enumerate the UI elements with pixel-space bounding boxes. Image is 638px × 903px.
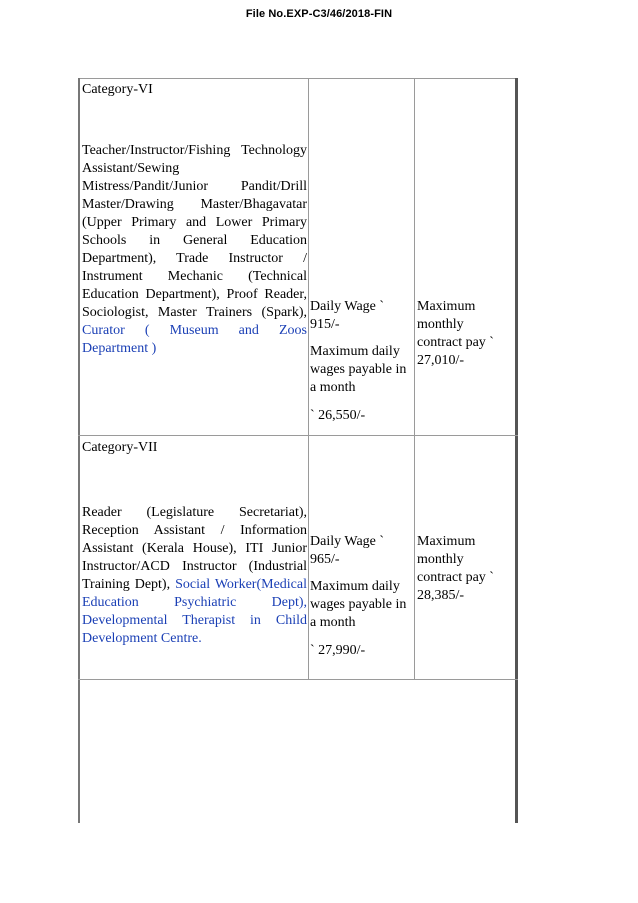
category-label: Category-VI	[82, 82, 153, 97]
contract-pay-cell	[417, 533, 511, 605]
max-contract-pay: Maximum monthly contract pay ` 27,010/-	[417, 299, 494, 368]
column-separator-2	[414, 78, 415, 680]
daily-wage-cell	[310, 533, 412, 660]
column-separator-1	[308, 78, 309, 680]
daily-wage: Daily Wage ` 965/-	[310, 534, 385, 567]
post-list	[82, 142, 307, 358]
max-daily-wage-label: Maximum daily wages payable in a month	[310, 579, 407, 630]
daily-wage: Daily Wage ` 915/-	[310, 299, 385, 332]
file-number-header: File No.EXP-C3/46/2018-FIN	[245, 8, 393, 20]
daily-wage-cell	[310, 298, 412, 425]
wage-table	[78, 78, 518, 823]
post-list-highlight: Curator ( Museum and Zoos Department )	[82, 323, 307, 356]
table-left-border	[78, 78, 80, 823]
row-separator-2	[78, 679, 518, 680]
max-daily-wage-value: ` 27,990/-	[310, 643, 366, 658]
max-contract-pay: Maximum monthly contract pay ` 28,385/-	[417, 534, 494, 603]
post-list-text: Teacher/Instructor/Fishing Technology Assistant/Sewing Mistress/Pandit/Junior Pandit/Drill Master/Drawing Master/Bhagavatar (Upper Primary and Lower Primary Schools in General Education Department), Trade Instructor / Instrument Mechanic (Technical Education Department), Proof Reader, Sociologist, Master Trainers (Spark),	[82, 143, 307, 320]
table-right-border	[515, 78, 518, 823]
post-list-text: Reader (Legislature Secretariat), Reception Assistant / Information Assistant (Kerala House), ITI Junior Instructor/ACD Instructor (Industrial Training Dept),	[82, 505, 307, 592]
post-list-highlight: Social Worker(Medical Education Psychiatric Dept), Developmental Therapist in Child Development Centre.	[82, 577, 307, 646]
max-daily-wage-value: ` 26,550/-	[310, 408, 366, 423]
post-list	[82, 504, 307, 648]
category-label: Category-VII	[82, 440, 158, 455]
max-daily-wage-label: Maximum daily wages payable in a month	[310, 344, 407, 395]
contract-pay-cell	[417, 298, 511, 370]
row-separator-1	[78, 435, 518, 436]
